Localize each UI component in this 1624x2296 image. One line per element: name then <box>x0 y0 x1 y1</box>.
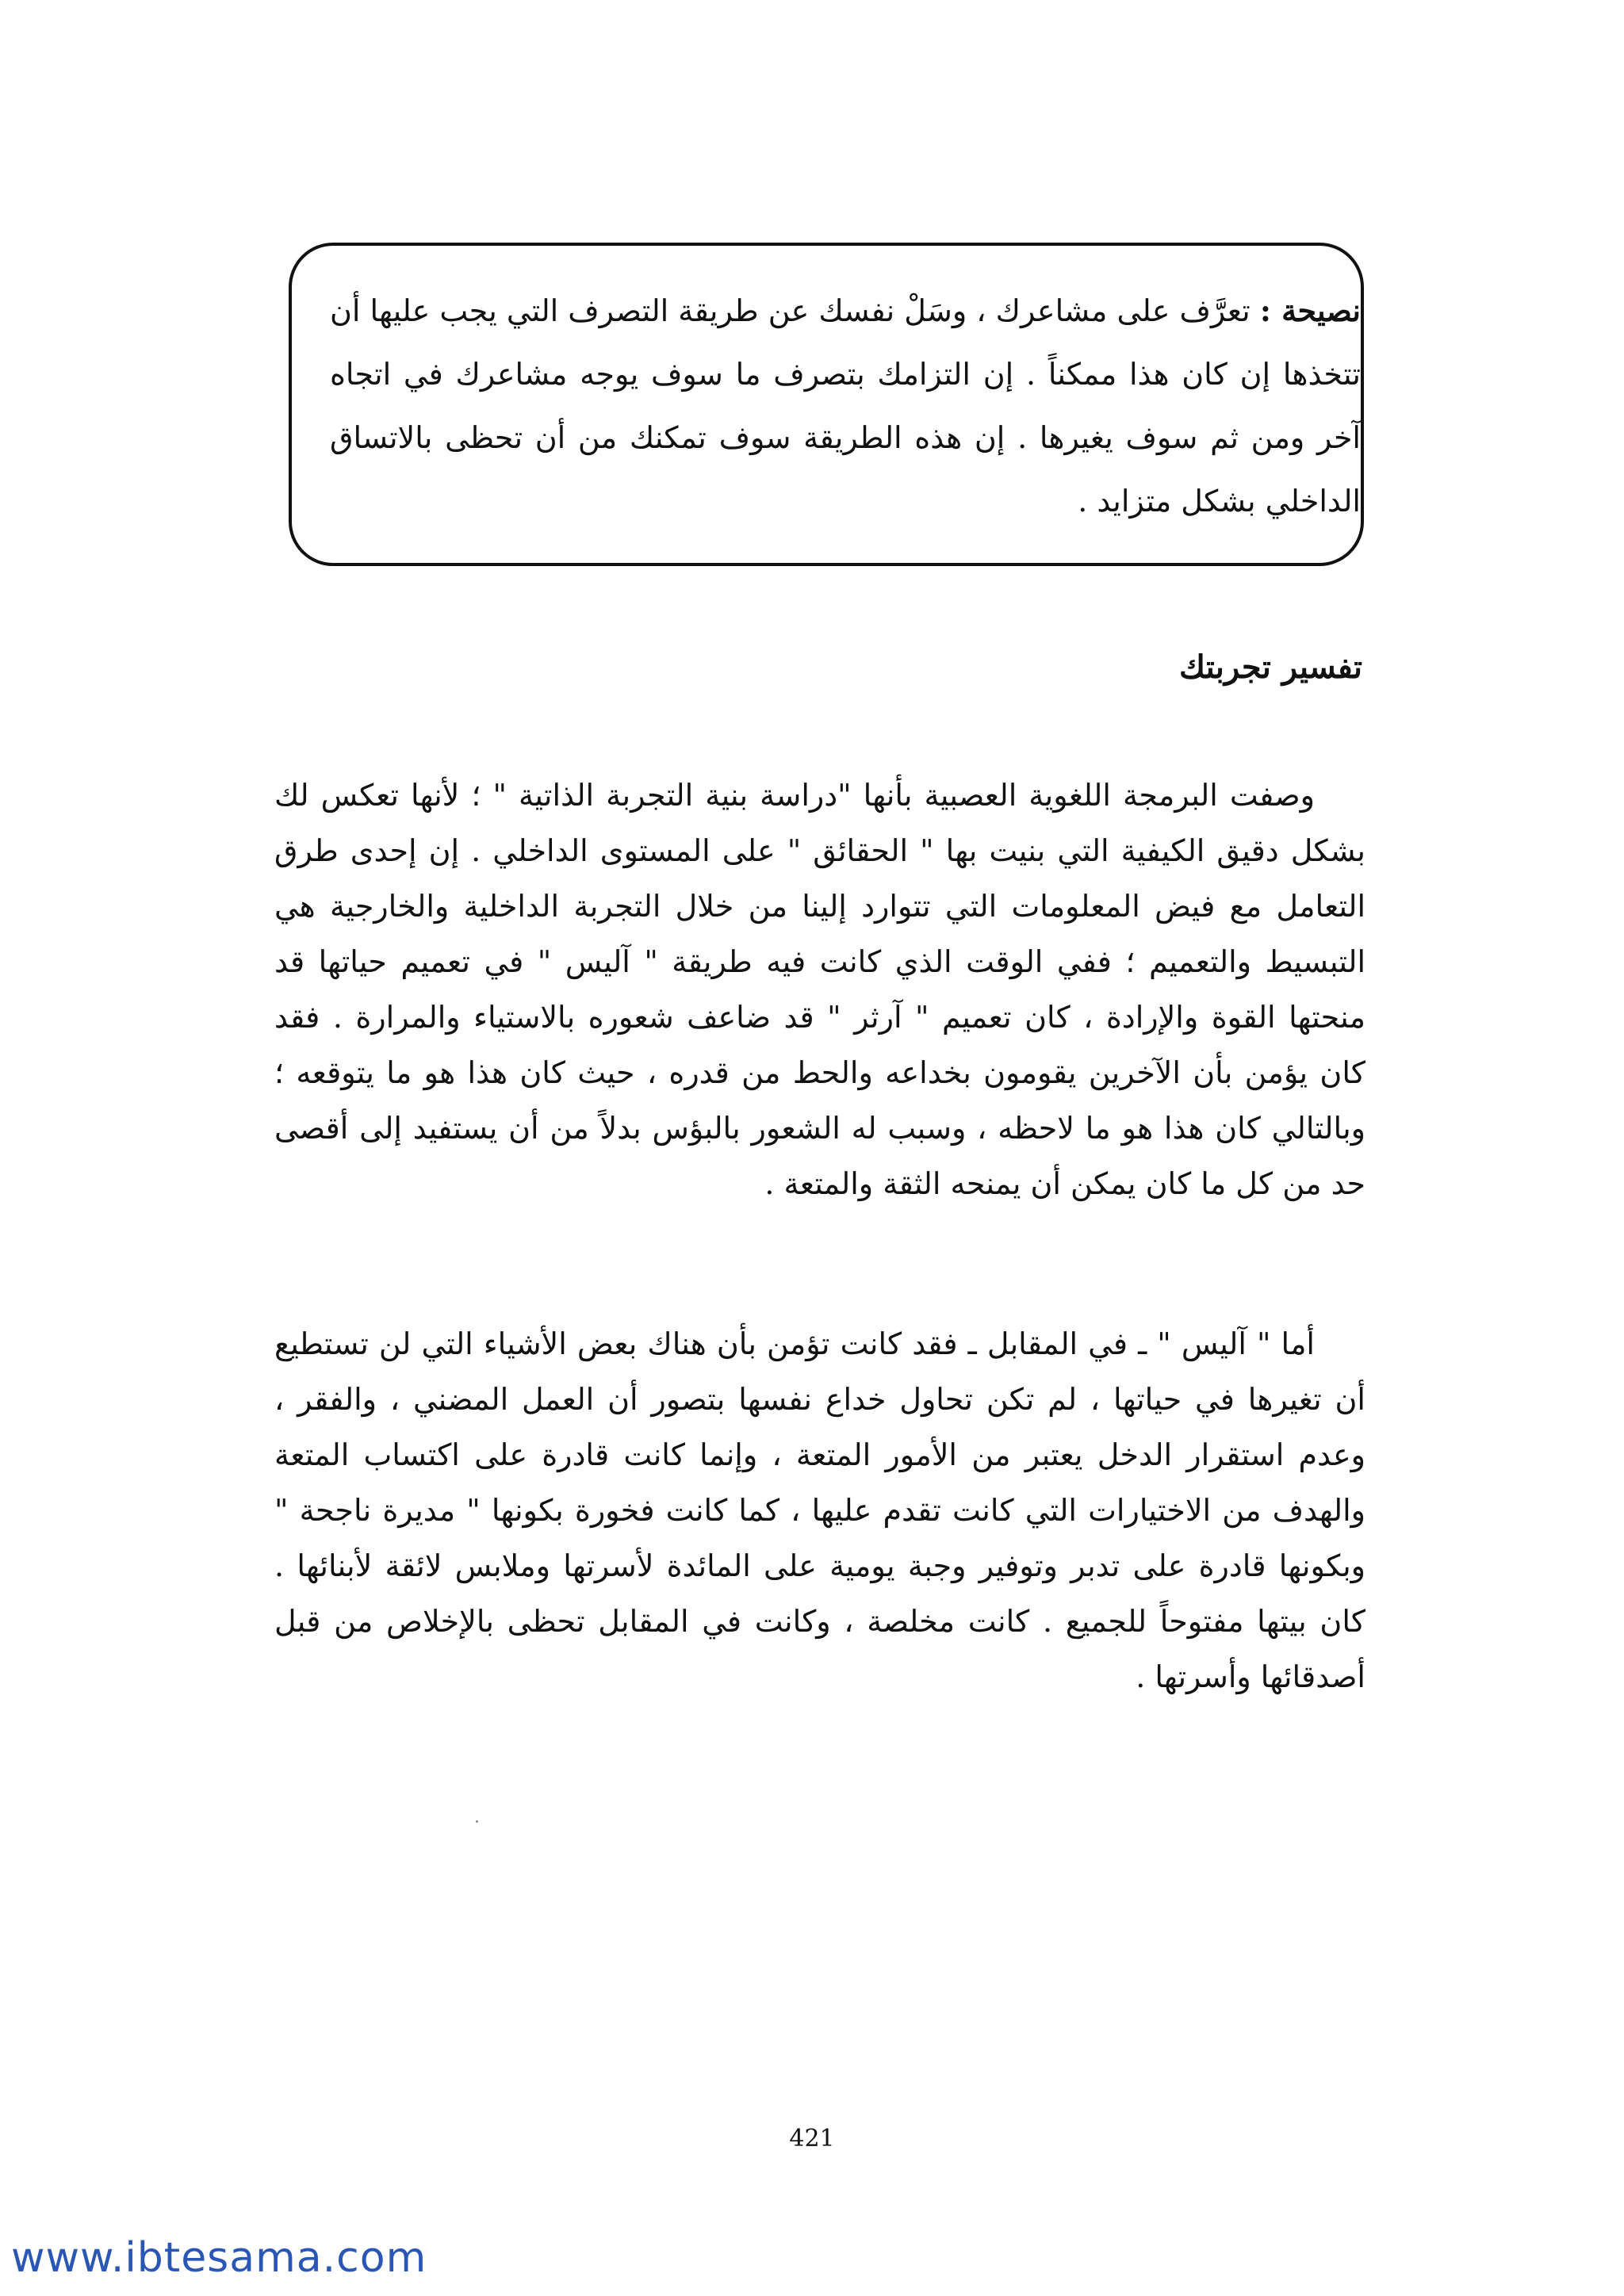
page-number: 421 <box>789 2125 835 2152</box>
tip-label: نصيحة : <box>1259 293 1361 328</box>
section-heading: تفسير تجربتك <box>1178 649 1362 686</box>
tip-body: تعرَّف على مشاعرك ، وسَلْ نفسك عن طريقة التصرف التي يجب عليها أن تتخذها إن كان هذا ممكناً . إن التزامك بتصرف ما سوف يوجه مشاعرك في اتجاه آخر ومن ثم سوف يغيرها . إن هذه الطريقة سوف تمكنك من أن تحظى بالاتساق الداخلي بشكل متزايد . <box>330 293 1361 519</box>
stray-mark <box>476 1820 478 1823</box>
body-paragraph-1: وصفت البرمجة اللغوية العصبية بأنها "دراسة بنية التجربة الذاتية " ؛ لأنها تعكس لك بشكل دقيق الكيفية التي بنيت بها " الحقائق " على المستوى الداخلي . إن إحدى طرق التعامل مع فيض المعلومات التي تتوارد إلينا من خلال التجربة الداخلية والخارجية هي التبسيط والتعميم ؛ ففي الوقت الذي كانت فيه طريقة " آليس " في تعميم حياتها قد منحتها القوة والإرادة ، كان تعميم " آرثر " قد ضاعف شعوره بالاستياء والمرارة . فقد كان يؤمن بأن الآخرين يقومون بخداعه والحط من قدره ، حيث كان هذا هو ما يتوقعه ؛ وبالتالي كان هذا هو ما لاحظه ، وسبب له الشعور بالبؤس بدلاً من أن يستفيد إلى أقصى حد من كل ما كان يمكن أن يمنحه الثقة والمتعة . <box>274 778 1365 1201</box>
tip-text <box>330 279 1361 533</box>
body-paragraph-2: أما " آليس " ـ في المقابل ـ فقد كانت تؤمن بأن هناك بعض الأشياء التي لن تستطيع أن تغيرها في حياتها ، لم تكن تحاول خداع نفسها بتصور أن العمل المضني ، والفقر ، وعدم استقرار الدخل يعتبر من الأمور المتعة ، وإنما كانت قادرة على اكتساب المتعة والهدف من الاختيارات التي كانت تقدم عليها ، كما كانت فخورة بكونها " مديرة ناجحة " وبكونها قادرة على تدبر وتوفير وجبة يومية على المائدة لأسرتها وملابس لائقة لأبنائها . كان بيتها مفتوحاً للجميع . كانت مخلصة ، وكانت في المقابل تحظى بالإخلاص من قبل أصدقائها وأسرتها . <box>274 1326 1365 1694</box>
footer-watermark-url[interactable]: www.ibtesama.com <box>11 2234 427 2282</box>
